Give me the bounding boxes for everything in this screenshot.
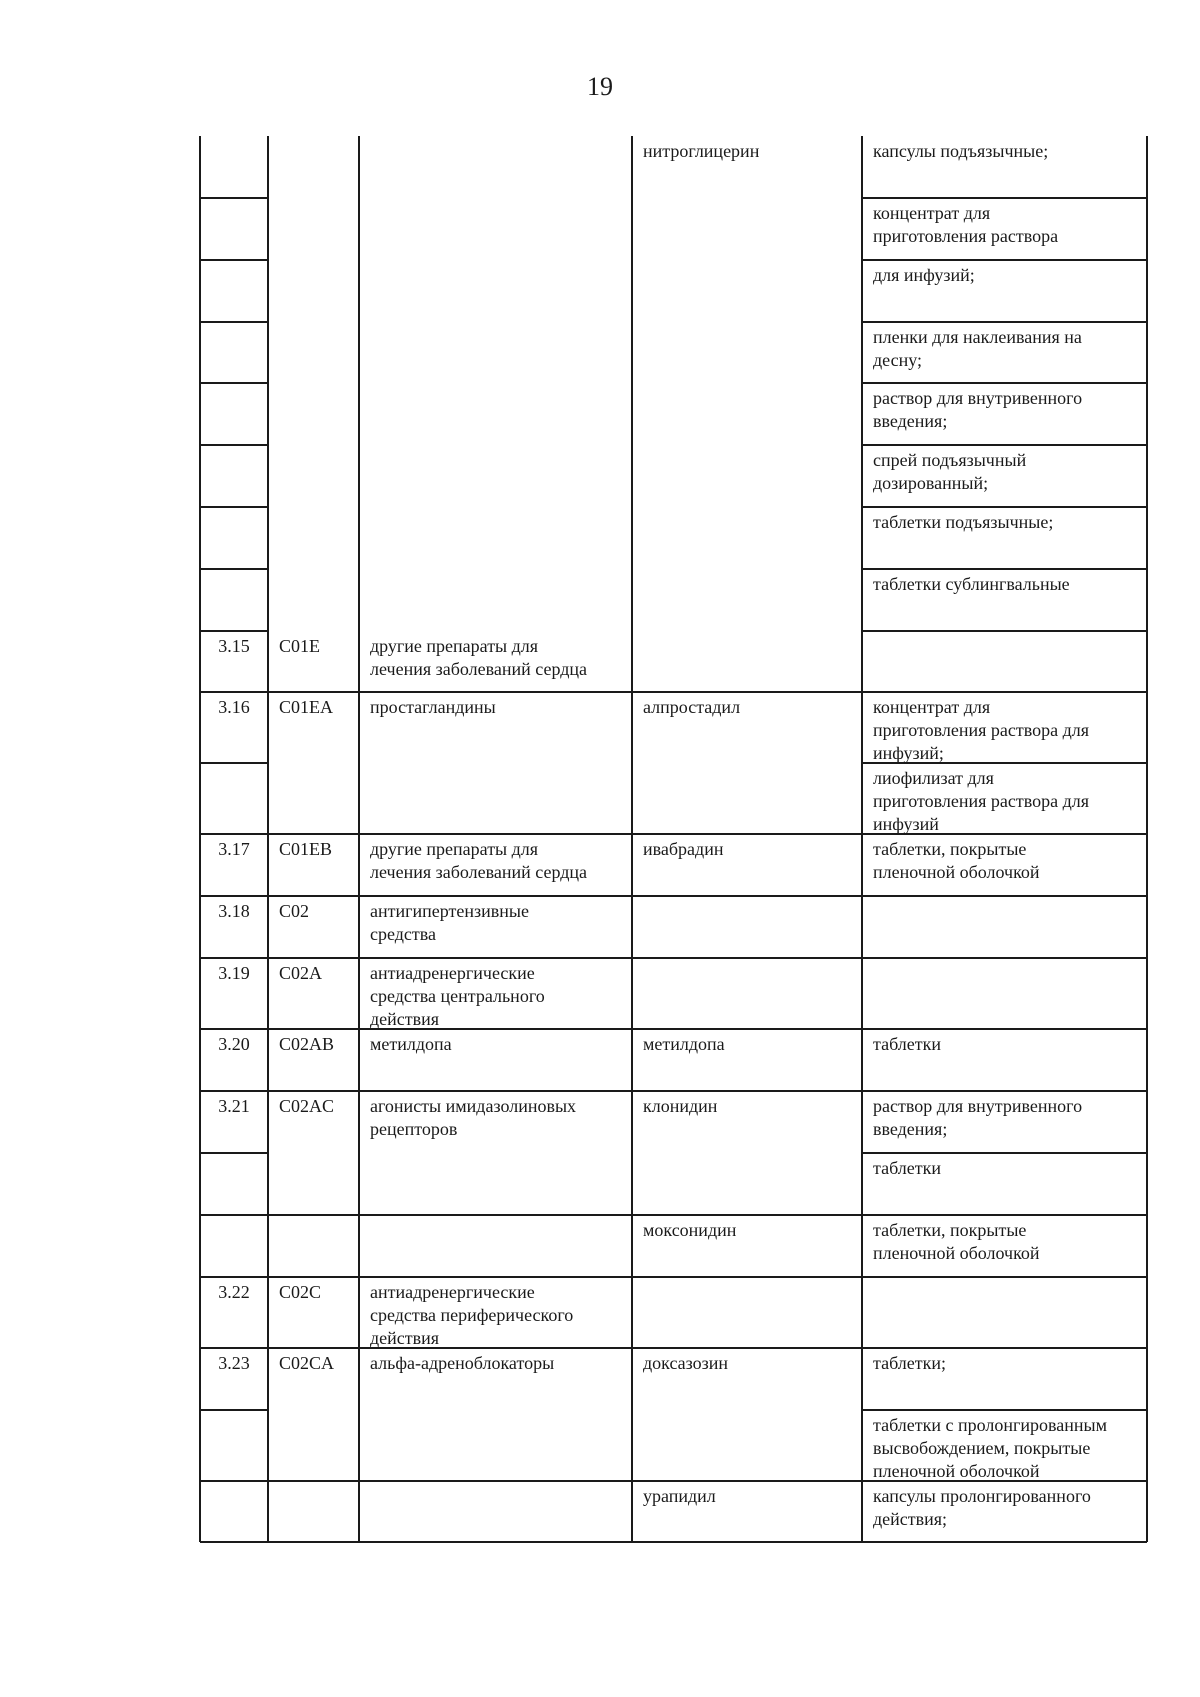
atc-code-cell: C02AB (279, 1034, 335, 1054)
table-rule (200, 630, 268, 631)
group-name-cell: другие препараты для лечения заболеваний сердца (370, 636, 587, 679)
dosage-form-cell: таблетки подъязычные; (873, 512, 1054, 532)
table-rule (268, 1028, 359, 1029)
table-rule (200, 895, 268, 896)
table-rule (268, 895, 359, 896)
atc-code-cell: C02CA (279, 1353, 335, 1373)
dosage-form-cell: капсулы подъязычные; (873, 141, 1049, 161)
row-number-cell: 3.22 (218, 1282, 250, 1302)
table-rule (200, 957, 268, 958)
table-rule (1146, 136, 1147, 1542)
table-rule (359, 691, 632, 692)
drug-name-cell: урапидил (643, 1486, 716, 1506)
table-rule (632, 1090, 862, 1091)
table-rule (862, 1541, 1147, 1542)
dosage-form-cell: таблетки сублингвальные (873, 574, 1070, 594)
dosage-form-cell: капсулы пролонгированного действия; (873, 1486, 1091, 1529)
table-rule (632, 957, 862, 958)
table-rule (359, 833, 632, 834)
table-rule (862, 895, 1147, 896)
atc-code-cell: C01EB (279, 839, 333, 859)
table-rule (358, 136, 359, 1542)
table-rule (862, 568, 1147, 569)
group-name-cell: альфа-адреноблокаторы (370, 1353, 555, 1373)
table-rule (200, 259, 268, 260)
table-rule (862, 506, 1147, 507)
table-rule (862, 382, 1147, 383)
table-rule (200, 1276, 268, 1277)
dosage-form-cell: лиофилизат для приготовления раствора для инфузий (873, 768, 1089, 834)
table-rule (200, 1214, 268, 1215)
dosage-form-cell: концентрат для приготовления раствора (873, 203, 1059, 246)
table-rule (862, 1152, 1147, 1153)
table-rule (632, 691, 862, 692)
atc-code-cell: C01E (279, 636, 321, 656)
atc-code-cell: C01EA (279, 697, 333, 717)
table-rule (268, 1276, 359, 1277)
group-name-cell: антиадренергические средства центрального действия (370, 963, 545, 1029)
row-number-cell: 3.15 (218, 636, 250, 656)
table-rule (200, 197, 268, 198)
table-rule (268, 691, 359, 692)
table-rule (268, 833, 359, 834)
table-rule (200, 762, 268, 763)
table-rule (200, 444, 268, 445)
table-rule (268, 1480, 359, 1481)
dosage-form-cell: таблетки (873, 1158, 942, 1178)
table-rule (268, 1090, 359, 1091)
table-rule (200, 321, 268, 322)
table-rule (200, 506, 268, 507)
table-rule (632, 1541, 862, 1542)
table-rule (862, 1028, 1147, 1029)
drug-name-cell: метилдопа (643, 1034, 725, 1054)
table-rule (862, 630, 1147, 631)
table-rule (632, 833, 862, 834)
table-rule (632, 1028, 862, 1029)
table-rule (862, 1276, 1147, 1277)
table-rule (200, 1090, 268, 1091)
table-rule (862, 1347, 1147, 1348)
dosage-form-cell: спрей подъязычный дозированный; (873, 450, 1027, 493)
table-rule (359, 1541, 632, 1542)
table-rule (861, 136, 862, 1542)
table-rule (200, 1409, 268, 1410)
table-rule (268, 1347, 359, 1348)
table-rule (200, 568, 268, 569)
table-rule (862, 691, 1147, 692)
table-rule (632, 1214, 862, 1215)
row-number-cell: 3.16 (218, 697, 250, 717)
dosage-form-cell: таблетки, покрытые пленочной оболочкой (873, 839, 1040, 882)
table-rule (631, 136, 632, 1542)
group-name-cell: простагландины (370, 697, 496, 717)
dosage-form-cell: таблетки с пролонгированным высвобождением, покрытые пленочной оболочкой (873, 1415, 1108, 1481)
page-number: 19 (587, 72, 613, 101)
row-number-cell: 3.20 (218, 1034, 250, 1054)
dosage-form-cell: таблетки (873, 1034, 942, 1054)
table-rule (862, 1409, 1147, 1410)
table-rule (200, 1541, 268, 1542)
row-number-cell: 3.19 (218, 963, 250, 983)
table-rule (862, 1214, 1147, 1215)
table-rule (200, 1028, 268, 1029)
drug-name-cell: нитроглицерин (643, 141, 760, 161)
row-number-cell: 3.17 (218, 839, 250, 859)
group-name-cell: другие препараты для лечения заболеваний сердца (370, 839, 587, 882)
row-number-cell: 3.21 (218, 1096, 250, 1116)
atc-code-cell: C02 (279, 901, 310, 921)
table-rule (359, 895, 632, 896)
drug-name-cell: доксазозин (643, 1353, 729, 1373)
atc-code-cell: C02C (279, 1282, 322, 1302)
atc-code-cell: C02A (279, 963, 323, 983)
table-rule (359, 1090, 632, 1091)
table-rule (200, 382, 268, 383)
group-name-cell: антигипертензивные средства (370, 901, 529, 944)
table-rule (200, 1152, 268, 1153)
table-rule (359, 1276, 632, 1277)
table-rule (862, 259, 1147, 260)
dosage-form-cell: раствор для внутривенного введения; (873, 1096, 1083, 1139)
group-name-cell: агонисты имидазолиновых рецепторов (370, 1096, 577, 1139)
row-number-cell: 3.18 (218, 901, 250, 921)
table-rule (632, 1276, 862, 1277)
table-rule (268, 1214, 359, 1215)
group-name-cell: антиадренергические средства периферического действия (370, 1282, 574, 1348)
dosage-form-cell: для инфузий; (873, 265, 975, 285)
table-rule (359, 1214, 632, 1215)
dosage-form-cell: концентрат для приготовления раствора для инфузий; (873, 697, 1089, 763)
table-rule (862, 957, 1147, 958)
medication-table (200, 136, 1147, 1537)
table-rule (862, 1090, 1147, 1091)
atc-code-cell: C02AC (279, 1096, 335, 1116)
drug-name-cell: моксонидин (643, 1220, 737, 1240)
dosage-form-cell: таблетки; (873, 1353, 947, 1373)
table-rule (200, 1480, 268, 1481)
table-rule (632, 895, 862, 896)
table-rule (268, 957, 359, 958)
table-rule (862, 321, 1147, 322)
table-rule (268, 1541, 359, 1542)
table-rule (200, 833, 268, 834)
table-rule (862, 197, 1147, 198)
dosage-form-cell: таблетки, покрытые пленочной оболочкой (873, 1220, 1040, 1263)
table-rule (632, 1347, 862, 1348)
dosage-form-cell: раствор для внутривенного введения; (873, 388, 1083, 431)
table-rule (862, 444, 1147, 445)
table-rule (200, 1347, 268, 1348)
dosage-form-cell: пленки для наклеивания на десну; (873, 327, 1082, 370)
table-rule (359, 957, 632, 958)
table-rule (200, 691, 268, 692)
group-name-cell: метилдопа (370, 1034, 452, 1054)
drug-name-cell: ивабрадин (643, 839, 724, 859)
table-rule (359, 1480, 632, 1481)
table-rule (632, 1480, 862, 1481)
drug-name-cell: клонидин (643, 1096, 718, 1116)
drug-name-cell: алпростадил (643, 697, 741, 717)
row-number-cell: 3.23 (218, 1353, 250, 1373)
